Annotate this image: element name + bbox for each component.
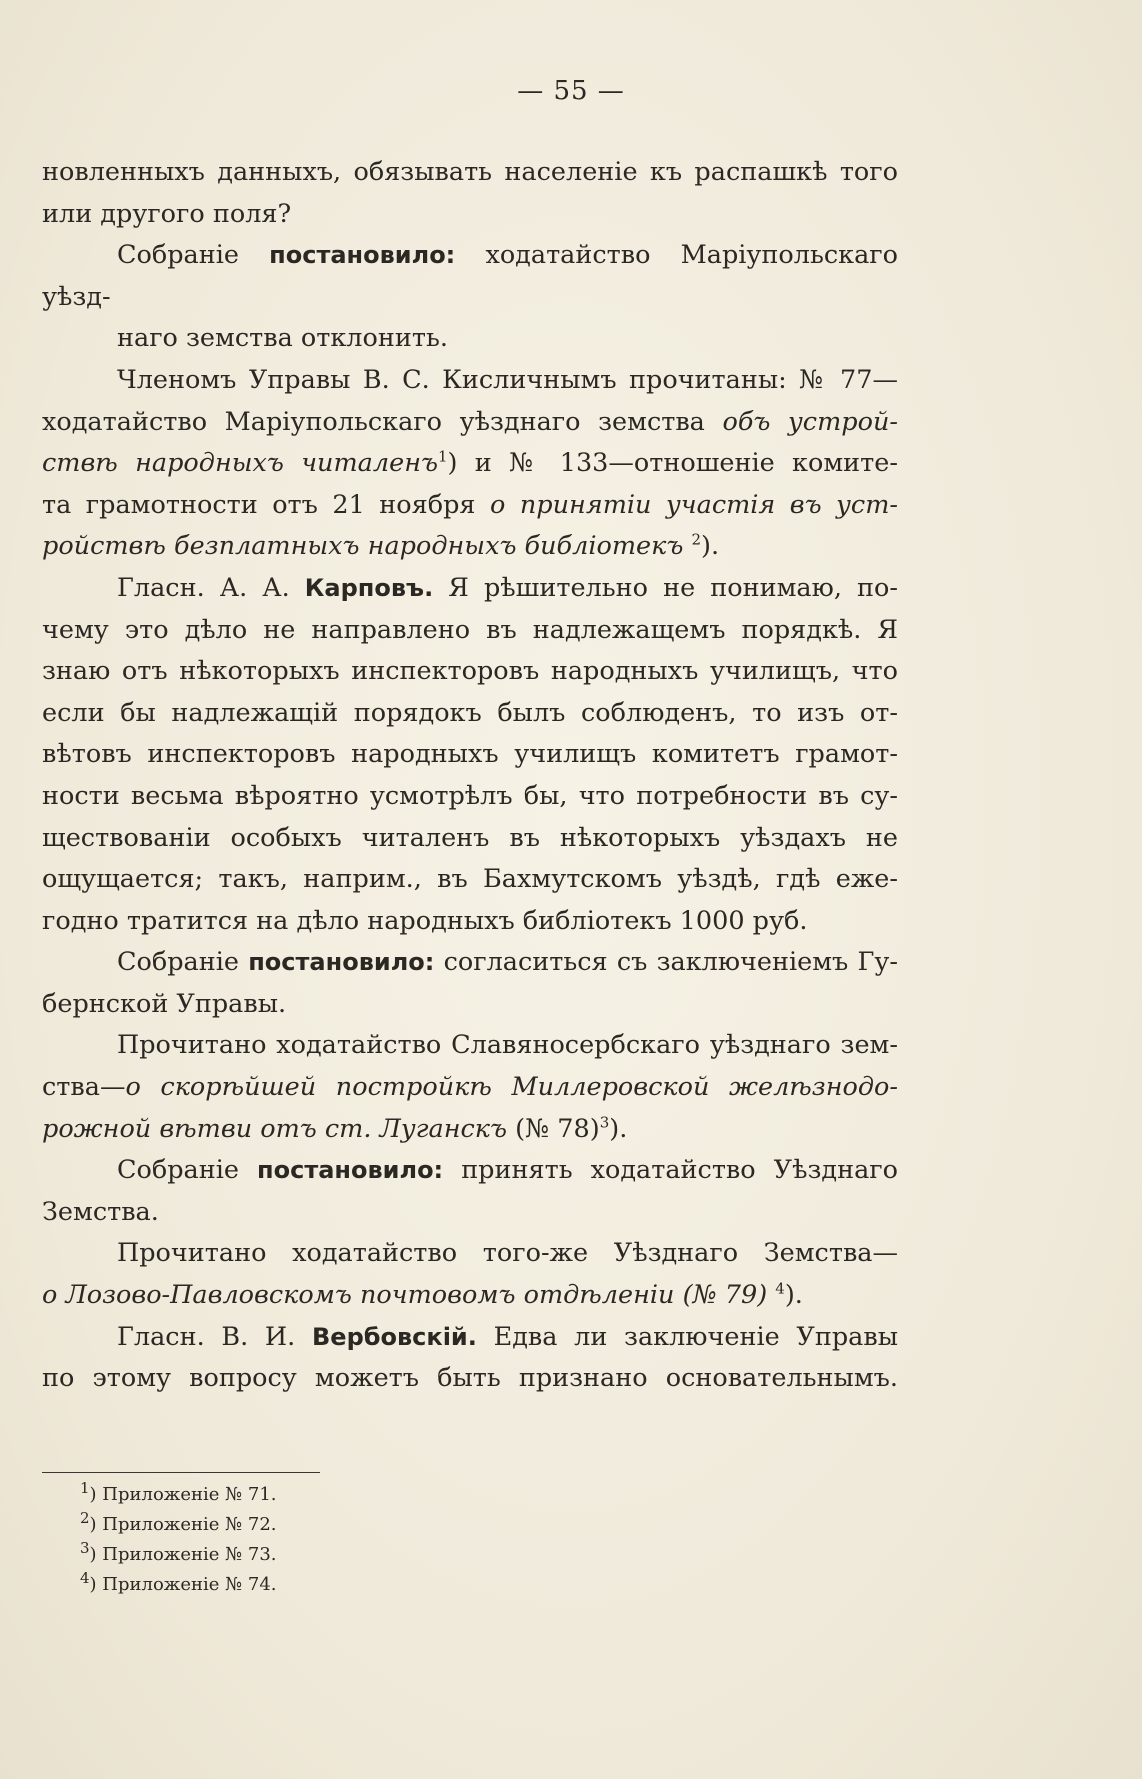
text-line: Прочитано ходатайство того-же Уѣзднаго Земства—: [117, 1238, 898, 1269]
paragraph-petition-railway: [42, 1025, 898, 1150]
resolution-keyword: постановило:: [269, 241, 456, 270]
text-line: Собраніе постановило: ходатайство Маріупольскаго уѣзд-: [42, 240, 898, 312]
resolution-keyword: постановило:: [248, 948, 435, 977]
text-line: годно тратится на дѣло народныхъ библіотекъ 1000 руб.: [42, 905, 808, 936]
text-line: Прочитано ходатайство Славяносербскаго уѣзднаго зем-: [117, 1030, 898, 1061]
main-text: [42, 152, 898, 1400]
text-line: рожной вѣтви отъ ст. Луганскъ (№ 78)$^3$).: [42, 1113, 628, 1144]
footnote: $^1$) Приложеніе № 71.: [80, 1479, 277, 1505]
text-line: ходатайство Маріупольскаго уѣзднаго земства объ устрой-: [42, 406, 898, 437]
speaker-name: Вербовскій.: [312, 1322, 477, 1351]
text-line: ства—о скорѣйшей постройкѣ Миллеровской желѣзнодо-: [42, 1072, 898, 1103]
footnote: $^3$) Приложеніе № 73.: [80, 1539, 277, 1565]
text-line: ощущается; такъ, наприм., въ Бахмутскомъ уѣздѣ, гдѣ еже-: [42, 864, 898, 895]
text-line: Земства.: [42, 1196, 159, 1227]
text-line: если бы надлежащій порядокъ былъ соблюденъ, то изъ от-: [42, 697, 898, 728]
text-line: Гласн. А. А. Карповъ. Я рѣшительно не понимаю, по-: [117, 572, 898, 603]
text-line: Собраніе постановило: согласиться съ заключеніемъ Гу-: [117, 947, 899, 978]
text-line: бернской Управы.: [42, 988, 287, 1019]
text-line: наго земства отклонить.: [117, 323, 448, 354]
footnote-divider: [42, 1472, 320, 1473]
text-line: чему это дѣло не направлено въ надлежащемъ порядкѣ. Я: [42, 614, 898, 645]
text-line: новленныхъ данныхъ, обязывать населеніе къ распашкѣ того: [42, 157, 898, 187]
footnote-ref: 2: [691, 530, 701, 549]
paragraph-speech-karpov: [42, 568, 898, 942]
text-line: ществованіи особыхъ читаленъ въ нѣкоторыхъ уѣздахъ не: [42, 822, 898, 853]
paragraph-speech-verbovsky: [42, 1317, 898, 1400]
text-line: та грамотности отъ 21 ноября о принятіи участія въ уст-: [42, 489, 899, 520]
paragraph-question: [42, 152, 898, 235]
footnotes: [80, 1480, 480, 1600]
paragraph-resolution-2: [42, 942, 898, 1025]
footnote-ref: 4: [775, 1279, 785, 1298]
paragraph-petition-post: [42, 1233, 898, 1316]
text-line: ройствѣ безплатныхъ народныхъ библіотекъ $^2$).: [42, 530, 720, 562]
text-line: Гласн. В. И. Вербовскій. Едва ли заключеніе Управы: [117, 1321, 899, 1352]
page-number: — 55 —: [517, 76, 625, 106]
text-line: ствѣ народныхъ читаленъ$^1$) и № 133—отношеніе комите-: [42, 447, 898, 479]
text-line: Собраніе постановило: принять ходатайство Уѣзднаго: [117, 1155, 898, 1186]
footnote: $^4$) Приложеніе № 74.: [80, 1569, 277, 1595]
speaker-name: Карповъ.: [304, 573, 434, 602]
text-line: о Лозово-Павловскомъ почтовомъ отдѣленіи (№ 79) $^4$).: [42, 1279, 803, 1311]
resolution-keyword: постановило:: [257, 1156, 444, 1185]
footnote-ref: 1: [437, 447, 448, 466]
text-line: по этому вопросу можетъ быть признано основательнымъ.: [42, 1363, 898, 1394]
footnote: $^2$) Приложеніе № 72.: [80, 1509, 277, 1535]
text-line: Членомъ Управы В. С. Кисличнымъ прочитаны: № 77—: [117, 364, 898, 395]
paragraph-resolution-3: [42, 1150, 898, 1233]
text-line: или другого поля?: [42, 198, 292, 229]
text-line: ности весьма вѣроятно усмотрѣлъ бы, что потребности въ су-: [42, 780, 898, 811]
paragraph-readings: [42, 360, 898, 568]
footnote-ref: 3: [599, 1113, 610, 1132]
paragraph-resolution-1: [42, 235, 898, 360]
text-line: знаю отъ нѣкоторыхъ инспекторовъ народныхъ училищъ, что: [42, 656, 898, 687]
text-line: вѣтовъ инспекторовъ народныхъ училищъ комитетъ грамот-: [42, 739, 898, 770]
